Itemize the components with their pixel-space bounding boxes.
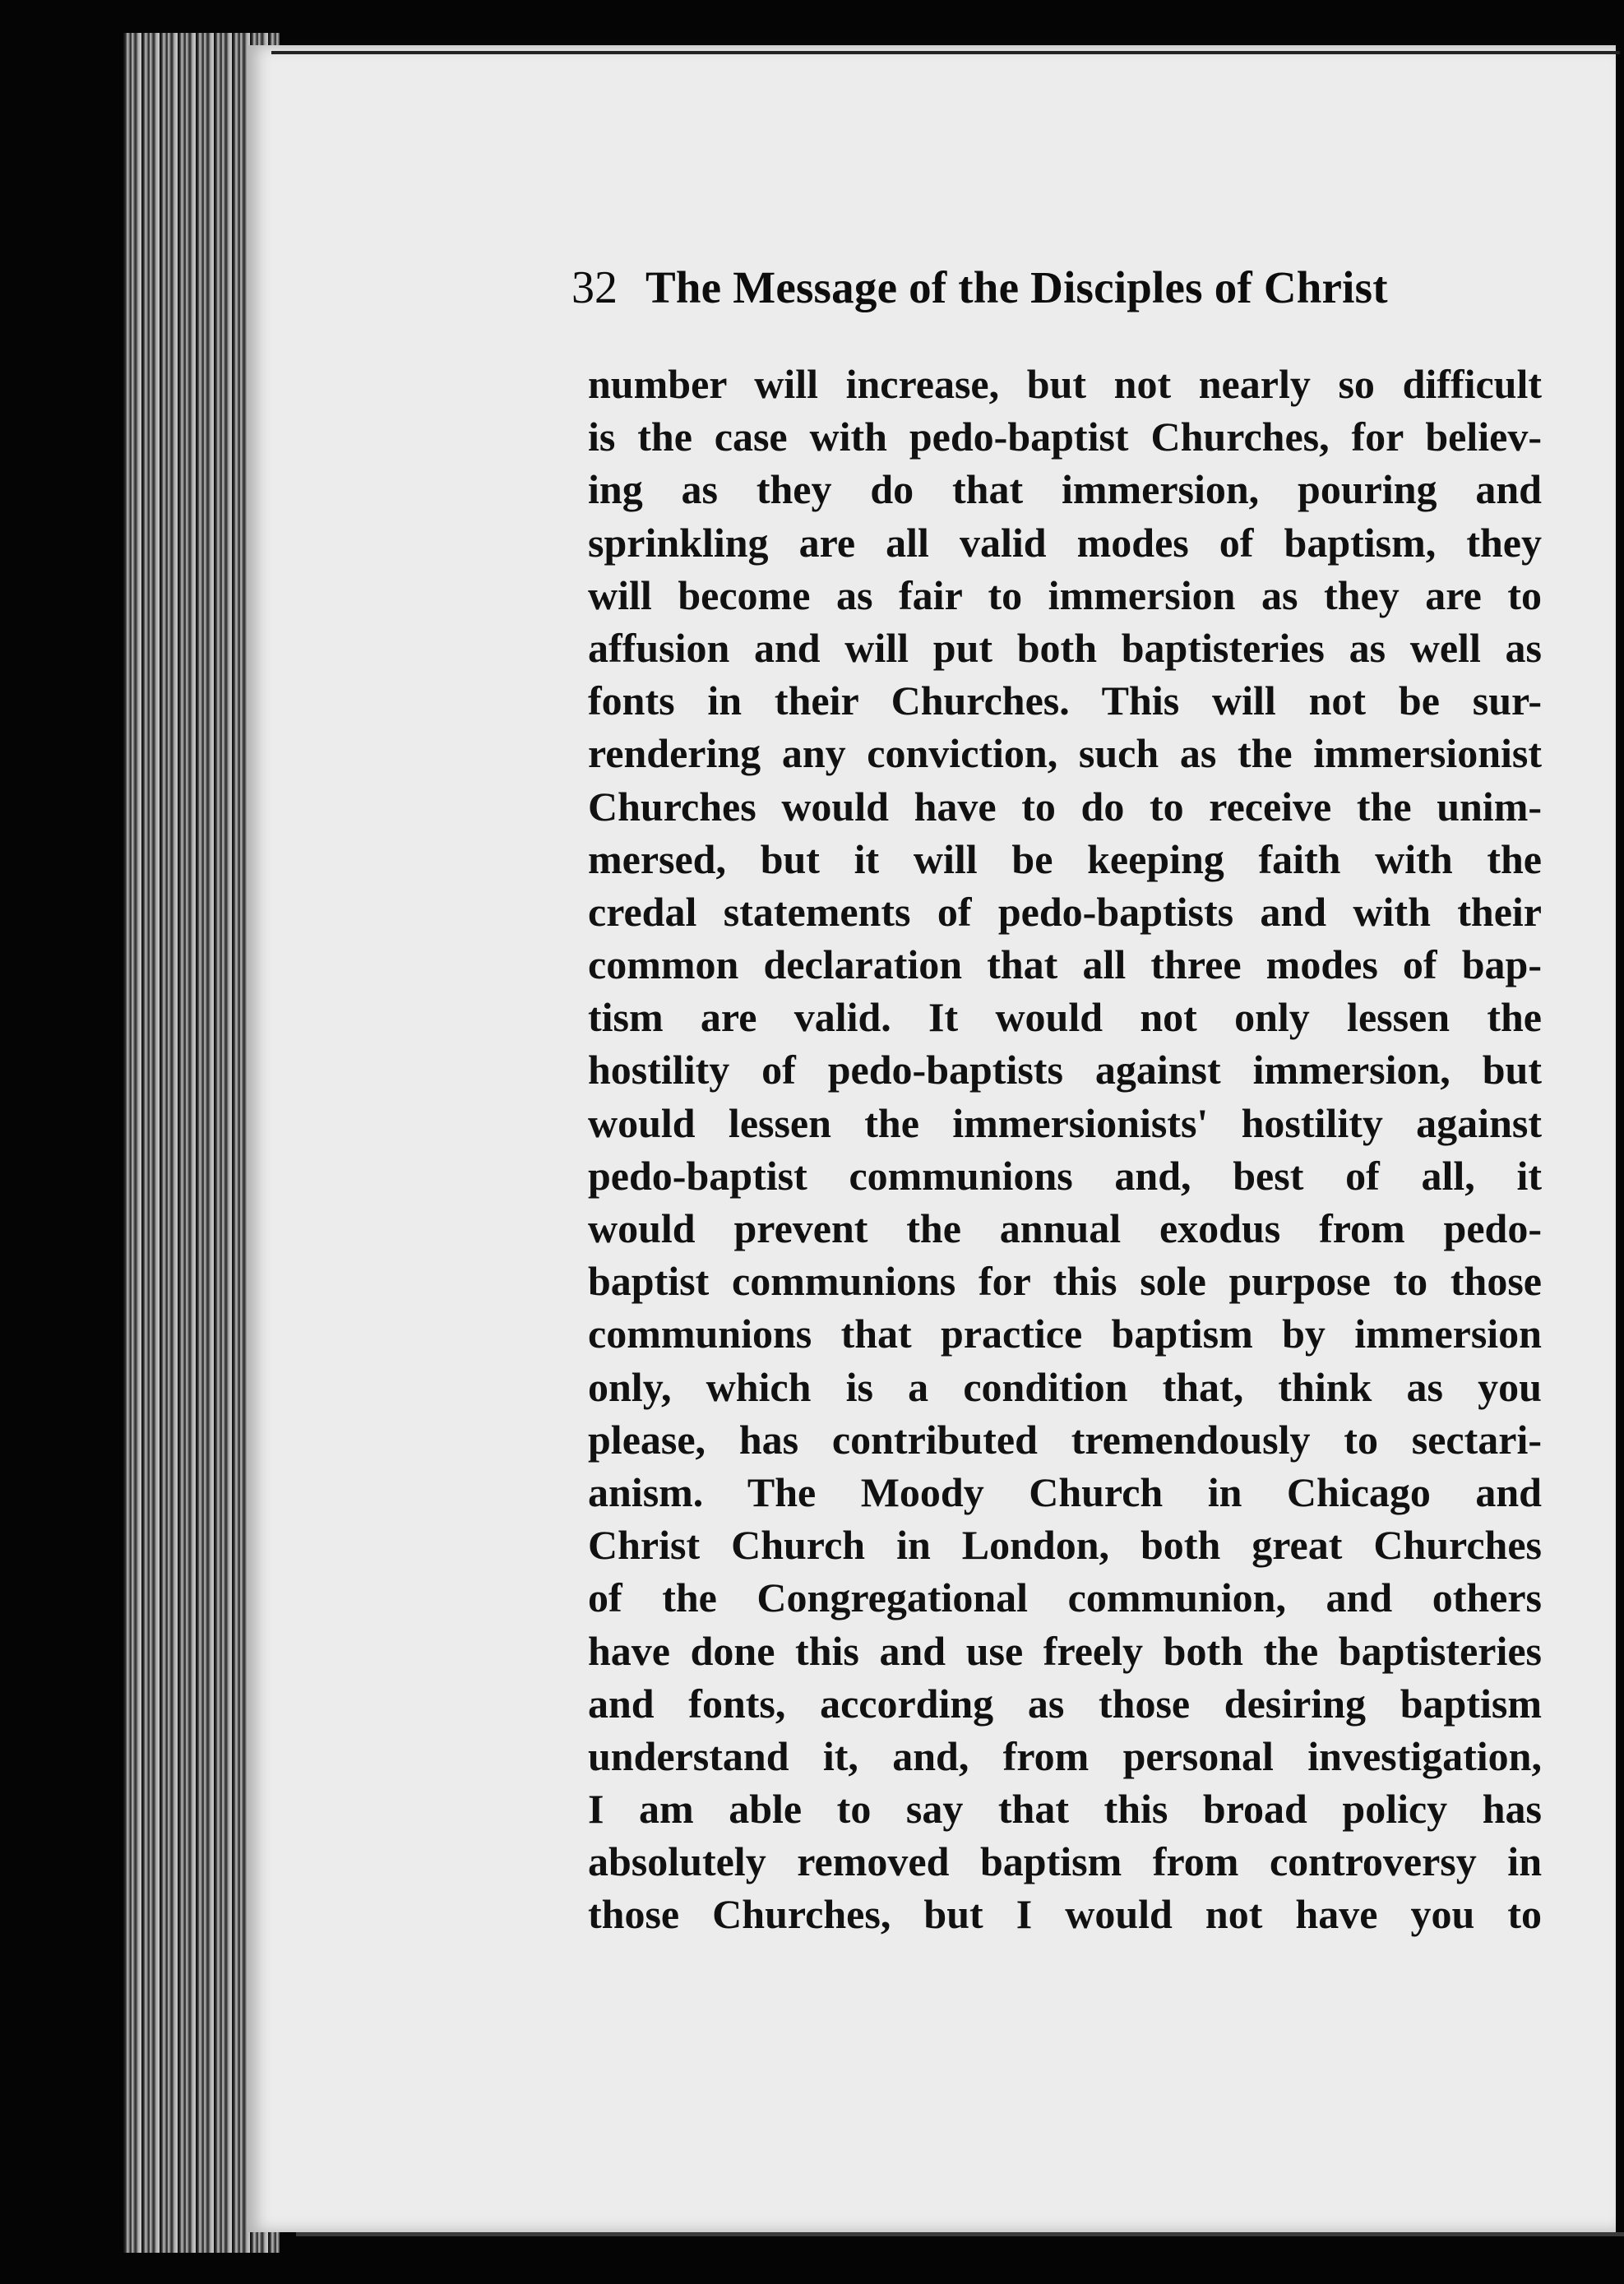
text-line: fonts in their Churches. This will not be sur- xyxy=(588,677,1542,724)
text-line: credal statements of pedo-baptists and with their xyxy=(588,888,1542,935)
text-line: hostility of pedo-baptists against immersion, but xyxy=(588,1047,1542,1093)
text-line: those Churches, but I would not have you to xyxy=(588,1891,1542,1938)
text-line: of the Congregational communion, and others xyxy=(588,1574,1542,1621)
text-line: baptist communions for this sole purpose to those xyxy=(588,1258,1542,1305)
text-line: please, has contributed tremendously to sectari- xyxy=(588,1416,1542,1463)
text-line: have done this and use freely both the baptisteries xyxy=(588,1627,1542,1674)
body-text xyxy=(588,358,1542,1941)
text-line: pedo-baptist communions and, best of all, it xyxy=(588,1152,1542,1199)
page-bottom-edge xyxy=(296,2232,1624,2236)
text-line: tism are valid. It would not only lessen the xyxy=(588,994,1542,1041)
text-line: only, which is a condition that, think as you xyxy=(588,1363,1542,1410)
text-line: would prevent the annual exodus from pedo- xyxy=(588,1205,1542,1251)
text-line: understand it, and, from personal investigation, xyxy=(588,1732,1542,1779)
text-line: sprinkling are all valid modes of baptism, they xyxy=(588,519,1542,566)
text-line: number will increase, but not nearly so difficult xyxy=(588,361,1542,407)
text-line: mersed, but it will be keeping faith with the xyxy=(588,835,1542,882)
text-line: is the case with pedo-baptist Churches, for believ- xyxy=(588,414,1542,460)
text-line: affusion and will put both baptisteries as well as xyxy=(588,624,1542,671)
text-line: common declaration that all three modes of bap- xyxy=(588,941,1542,988)
text-line: rendering any conviction, such as the immersionist xyxy=(588,730,1542,777)
page-top-edge xyxy=(271,51,1620,54)
text-line: communions that practice baptism by immersion xyxy=(588,1311,1542,1357)
text-line: absolutely removed baptism from controversy in xyxy=(588,1838,1542,1885)
text-line: Churches would have to do to receive the unim- xyxy=(588,783,1542,830)
text-line: anism. The Moody Church in Chicago and xyxy=(588,1468,1542,1515)
text-line: ing as they do that immersion, pouring and xyxy=(588,466,1542,513)
page-number: 32 xyxy=(571,262,618,313)
text-line: I am able to say that this broad policy has xyxy=(588,1786,1542,1833)
text-line: will become as fair to immersion as they are to xyxy=(588,571,1542,618)
text-line: would lessen the immersionists' hostility against xyxy=(588,1099,1542,1146)
running-title: The Message of the Disciples of Christ xyxy=(645,262,1388,312)
text-line: Christ Church in London, both great Churches xyxy=(588,1522,1542,1569)
text-line: and fonts, according as those desiring baptism xyxy=(588,1680,1542,1727)
running-head xyxy=(571,261,1484,314)
